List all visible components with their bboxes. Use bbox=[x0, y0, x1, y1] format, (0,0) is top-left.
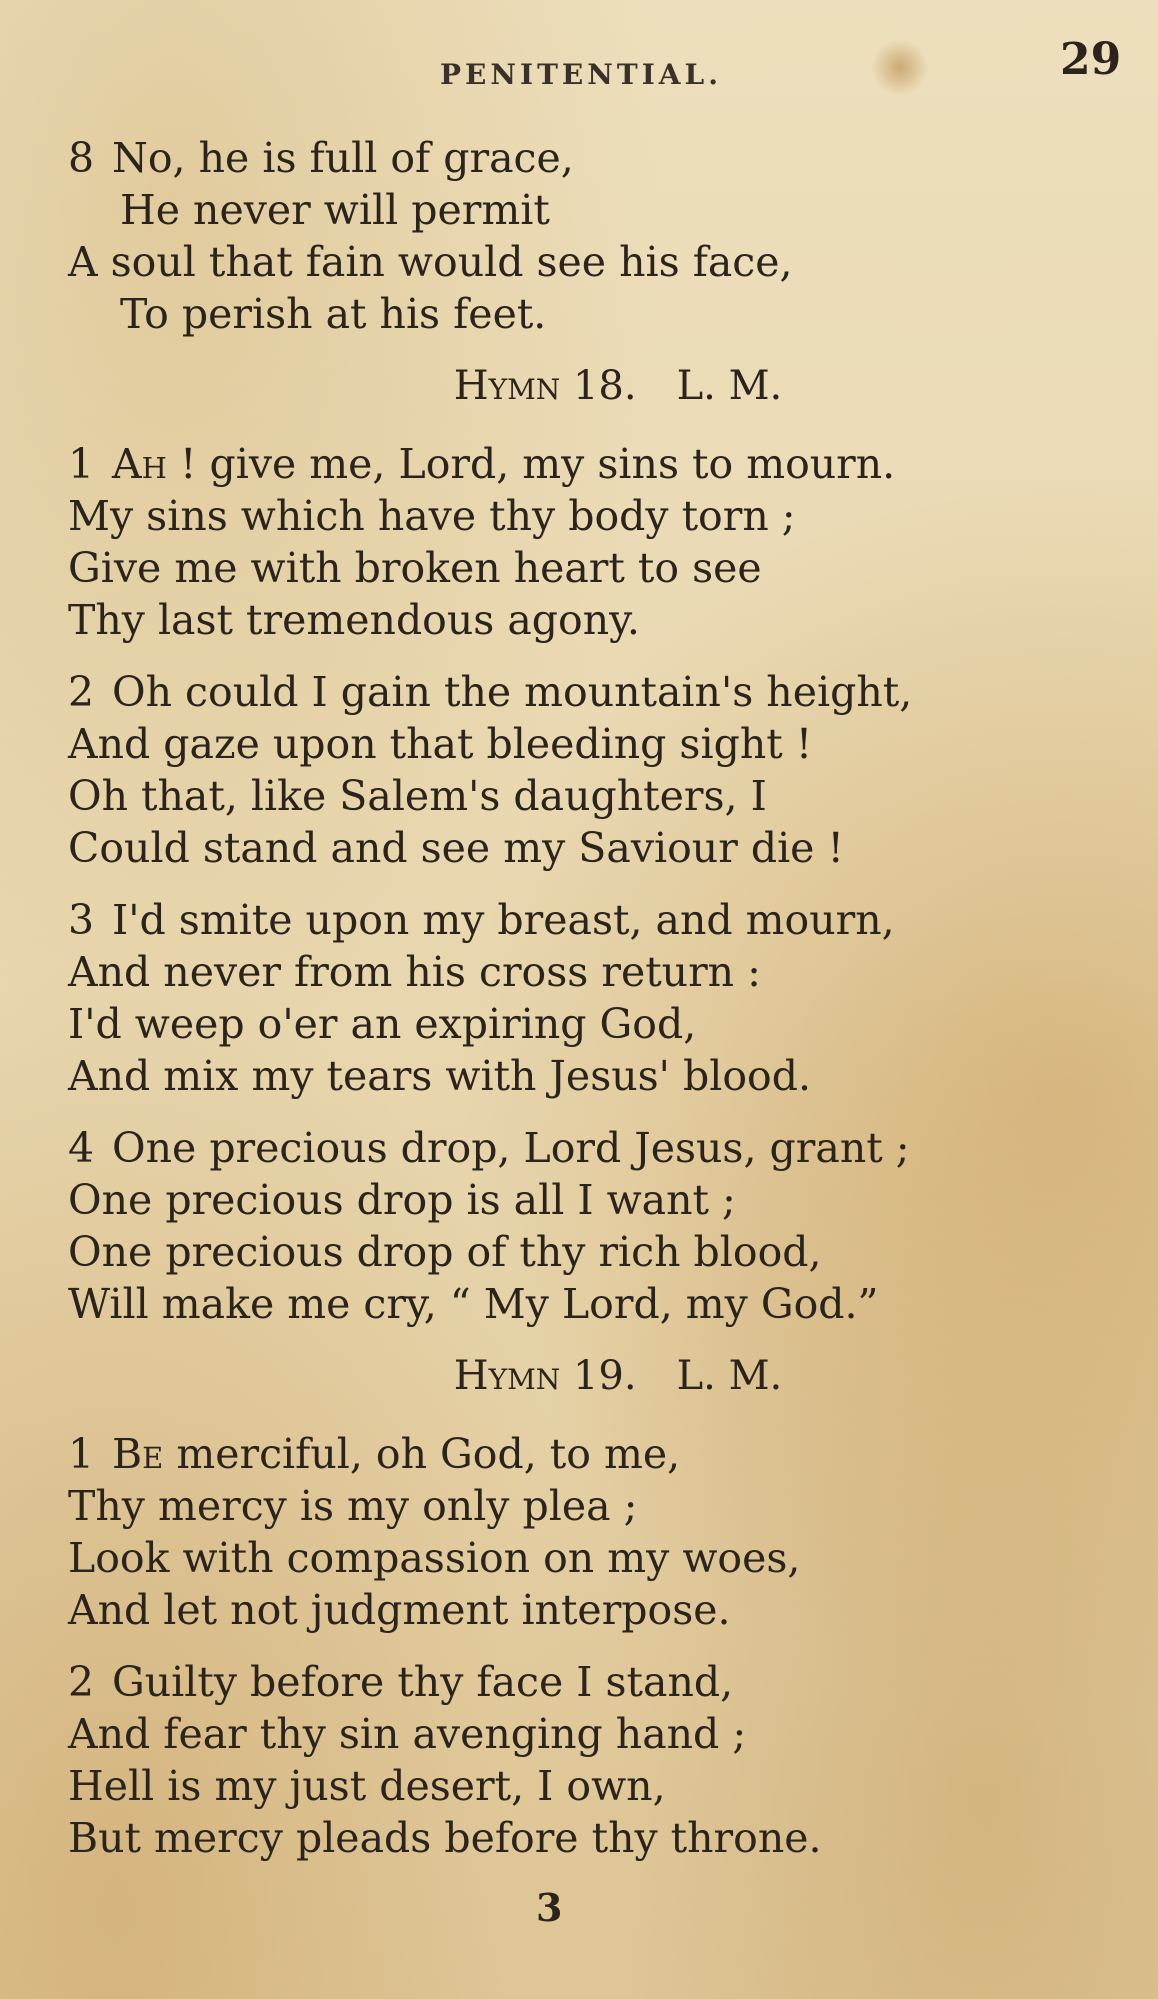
hymn-meter: L. M. bbox=[676, 363, 783, 409]
verse-line: Oh that, like Salem's daughters, I bbox=[68, 772, 767, 820]
hymn-title: Hymn 19. bbox=[453, 1353, 637, 1399]
signature-mark: 3 bbox=[536, 1885, 563, 1930]
page-content bbox=[68, 132, 1108, 1884]
verse-line: And let not judgment interpose. bbox=[68, 1586, 731, 1634]
hymn-18-heading bbox=[68, 360, 1108, 412]
verse-line: Thy mercy is my only plea ; bbox=[68, 1482, 638, 1530]
verse-number: 8 bbox=[68, 134, 95, 182]
verse-line: Will make me cry, “ My Lord, my God.” bbox=[68, 1280, 879, 1328]
verse-line: And mix my tears with Jesus' blood. bbox=[68, 1052, 811, 1100]
hymn-meter: L. M. bbox=[676, 1353, 783, 1399]
verse-line: 3 I'd smite upon my breast, and mourn, bbox=[68, 896, 895, 944]
verse-line: Thy last tremendous agony. bbox=[68, 596, 640, 644]
verse-line: Give me with broken heart to see bbox=[68, 544, 762, 592]
verse-line: And fear thy sin avenging hand ; bbox=[68, 1710, 747, 1758]
verse-line: One precious drop of thy rich blood, bbox=[68, 1228, 822, 1276]
verse-line: He never will permit bbox=[120, 186, 550, 234]
verse-number: 2 bbox=[68, 1658, 95, 1706]
verse-line: But mercy pleads before thy throne. bbox=[68, 1814, 822, 1862]
verse-number: 2 bbox=[68, 668, 95, 716]
verse-line: I'd weep o'er an expiring God, bbox=[68, 1000, 697, 1048]
carryover-verse bbox=[68, 132, 1108, 340]
verse-line: To perish at his feet. bbox=[120, 290, 547, 338]
verse-line: 1 Be merciful, oh God, to me, bbox=[68, 1430, 681, 1478]
verse-number: 3 bbox=[68, 896, 95, 944]
verse-line: One precious drop is all I want ; bbox=[68, 1176, 736, 1224]
hymn-19-verse-2 bbox=[68, 1656, 1108, 1864]
hymn-18-verse-4 bbox=[68, 1122, 1108, 1330]
initial-word: Ah bbox=[112, 440, 167, 488]
hymn-18-verse-3 bbox=[68, 894, 1108, 1102]
hymn-title: Hymn 18. bbox=[453, 363, 637, 409]
hymn-18-verse-2 bbox=[68, 666, 1108, 874]
verse-line: A soul that fain would see his face, bbox=[68, 238, 793, 286]
initial-word: Be bbox=[112, 1430, 164, 1478]
hymn-18-verse-1 bbox=[68, 438, 1108, 646]
hymn-19-verse-1 bbox=[68, 1428, 1108, 1636]
hymn-19-heading bbox=[68, 1350, 1108, 1402]
verse-line: 2 Guilty before thy face I stand, bbox=[68, 1658, 734, 1706]
verse-line: 2 Oh could I gain the mountain's height, bbox=[68, 668, 913, 716]
page-stain bbox=[870, 40, 930, 95]
verse-line: 4 One precious drop, Lord Jesus, grant ; bbox=[68, 1124, 910, 1172]
verse-line: And gaze upon that bleeding sight ! bbox=[68, 720, 813, 768]
verse-line: My sins which have thy body torn ; bbox=[68, 492, 796, 540]
verse-line: Hell is my just desert, I own, bbox=[68, 1762, 666, 1810]
verse-line: 8 No, he is full of grace, bbox=[68, 134, 574, 182]
running-header: PENITENTIAL. bbox=[440, 58, 722, 91]
page-number: 29 bbox=[1060, 34, 1122, 85]
verse-line: Could stand and see my Saviour die ! bbox=[68, 824, 844, 872]
verse-line: And never from his cross return : bbox=[68, 948, 761, 996]
verse-number: 4 bbox=[68, 1124, 95, 1172]
verse-line: Look with compassion on my woes, bbox=[68, 1534, 801, 1582]
verse-line: 1 Ah ! give me, Lord, my sins to mourn. bbox=[68, 440, 896, 488]
verse-number: 1 bbox=[68, 440, 95, 488]
verse-number: 1 bbox=[68, 1430, 95, 1478]
